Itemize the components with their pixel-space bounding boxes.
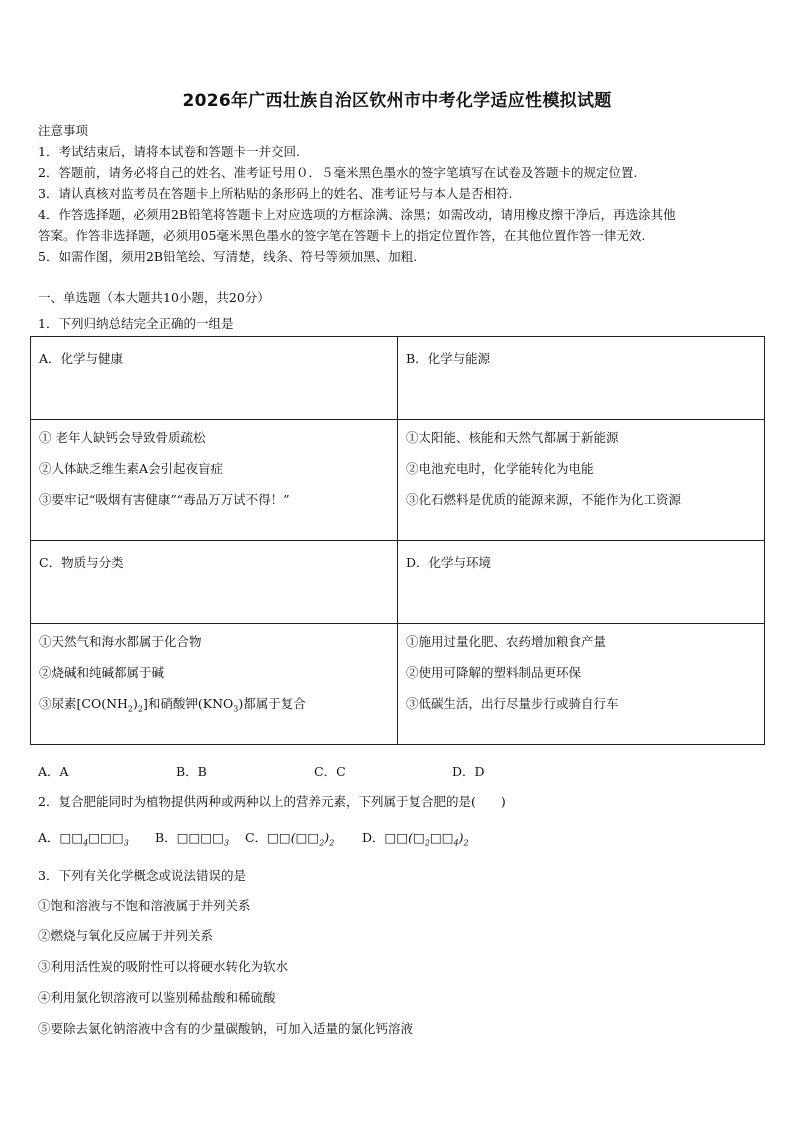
question-1-option-b: B．B <box>176 764 207 779</box>
question-2-option-d: D．$□□(□_2□□_4)_2$ <box>362 830 469 848</box>
list-item: ③化石燃料是优质的能源来源，不能作为化工资源 <box>406 492 682 507</box>
question-3-stem: 3．下列有关化学概念或说法错误的是 <box>38 868 246 883</box>
notice-heading: 注意事项 <box>38 123 89 138</box>
list-item: ③利用活性炭的吸附性可以将硬水转化为软水 <box>38 959 289 974</box>
question-2-option-c: C．$□□(□□_2)_2$ <box>245 830 335 848</box>
question-1-stem: 1．下列归纳总结完全正确的一组是 <box>38 316 234 331</box>
cell-d-body <box>398 624 765 745</box>
question-1-table <box>30 336 765 745</box>
notice-item: 答案。作答非选择题，必须用05毫米黑色墨水的签字笔在答题卡上的指定位置作答，在其他位置作答一律无效. <box>38 228 646 243</box>
cell-a-body <box>31 420 398 541</box>
cell-b-body <box>398 420 765 541</box>
list-item: ①天然气和海水都属于化合物 <box>39 634 202 649</box>
list-item: ④利用氯化钡溶液可以鉴别稀盐酸和稀硫酸 <box>38 990 276 1005</box>
list-item: ②使用可降解的塑料制品更环保 <box>406 665 582 680</box>
notice-item: 1．考试结束后，请将本试卷和答题卡一并交回. <box>38 144 300 159</box>
question-2-stem: 2．复合肥能同时为植物提供两种或两种以上的营养元素，下列属于复合肥的是( ) <box>38 794 506 809</box>
list-item: ③尿素$[CO(NH_2)_2]$和硝酸钾$(KNO_3)$都属于复合 <box>39 696 306 714</box>
question-1-option-d: D．D <box>452 764 485 779</box>
list-item: ②烧碱和纯碱都属于碱 <box>39 665 165 680</box>
list-item: ⑤要除去氯化钠溶液中含有的少量碳酸钠，可加入适量的氯化钙溶液 <box>38 1021 414 1036</box>
list-item: ① 老年人缺钙会导致骨质疏松 <box>39 430 206 445</box>
cell-d-heading: D．化学与环境 <box>398 541 765 624</box>
notice-item: 4．作答选择题，必须用2B铅笔将答题卡上对应选项的方框涂满、涂黑；如需改动，请用橡皮擦干净后，再选涂其他 <box>38 207 676 222</box>
notice-item: 5．如需作图，须用2B铅笔绘、写清楚，线条、符号等须加黑、加粗. <box>38 249 418 264</box>
list-item: ③低碳生活，出行尽量步行或骑自行车 <box>406 696 619 711</box>
question-2-option-a: A．$□□_4□□□_3$ <box>38 830 129 848</box>
cell-c-body <box>31 624 398 745</box>
list-item: ①施用过量化肥、农药增加粮食产量 <box>406 634 607 649</box>
list-item: ②燃烧与氧化反应属于并列关系 <box>38 928 214 943</box>
notice-item: 2．答题前，请务必将自己的姓名、准考证号用０．５毫米黑色墨水的签字笔填写在试卷及答题卡的规定位置. <box>38 165 638 180</box>
cell-b-heading: B．化学与能源 <box>398 337 765 420</box>
cell-a-heading: A．化学与健康 <box>31 337 398 420</box>
section-heading: 一、单选题（本大题共10小题，共20分） <box>38 290 270 305</box>
question-1-option-a: A．A <box>38 764 69 779</box>
list-item: ①太阳能、核能和天然气都属于新能源 <box>406 430 619 445</box>
list-item: ③要牢记“吸烟有害健康”“毒品万万试不得！” <box>39 492 290 507</box>
page-title: 2026年广西壮族自治区钦州市中考化学适应性模拟试题 <box>182 91 612 111</box>
list-item: ②电池充电时，化学能转化为电能 <box>406 461 594 476</box>
list-item: ①饱和溶液与不饱和溶液属于并列关系 <box>38 898 251 913</box>
cell-c-heading: C．物质与分类 <box>31 541 398 624</box>
question-1-option-c: C．C <box>314 764 346 779</box>
notice-item: 3．请认真核对监考员在答题卡上所粘贴的条形码上的姓名、准考证号与本人是否相符. <box>38 186 513 201</box>
list-item: ②人体缺乏维生素A会引起夜盲症 <box>39 461 224 476</box>
question-2-option-b: B．$□□□□_3$ <box>155 830 230 848</box>
